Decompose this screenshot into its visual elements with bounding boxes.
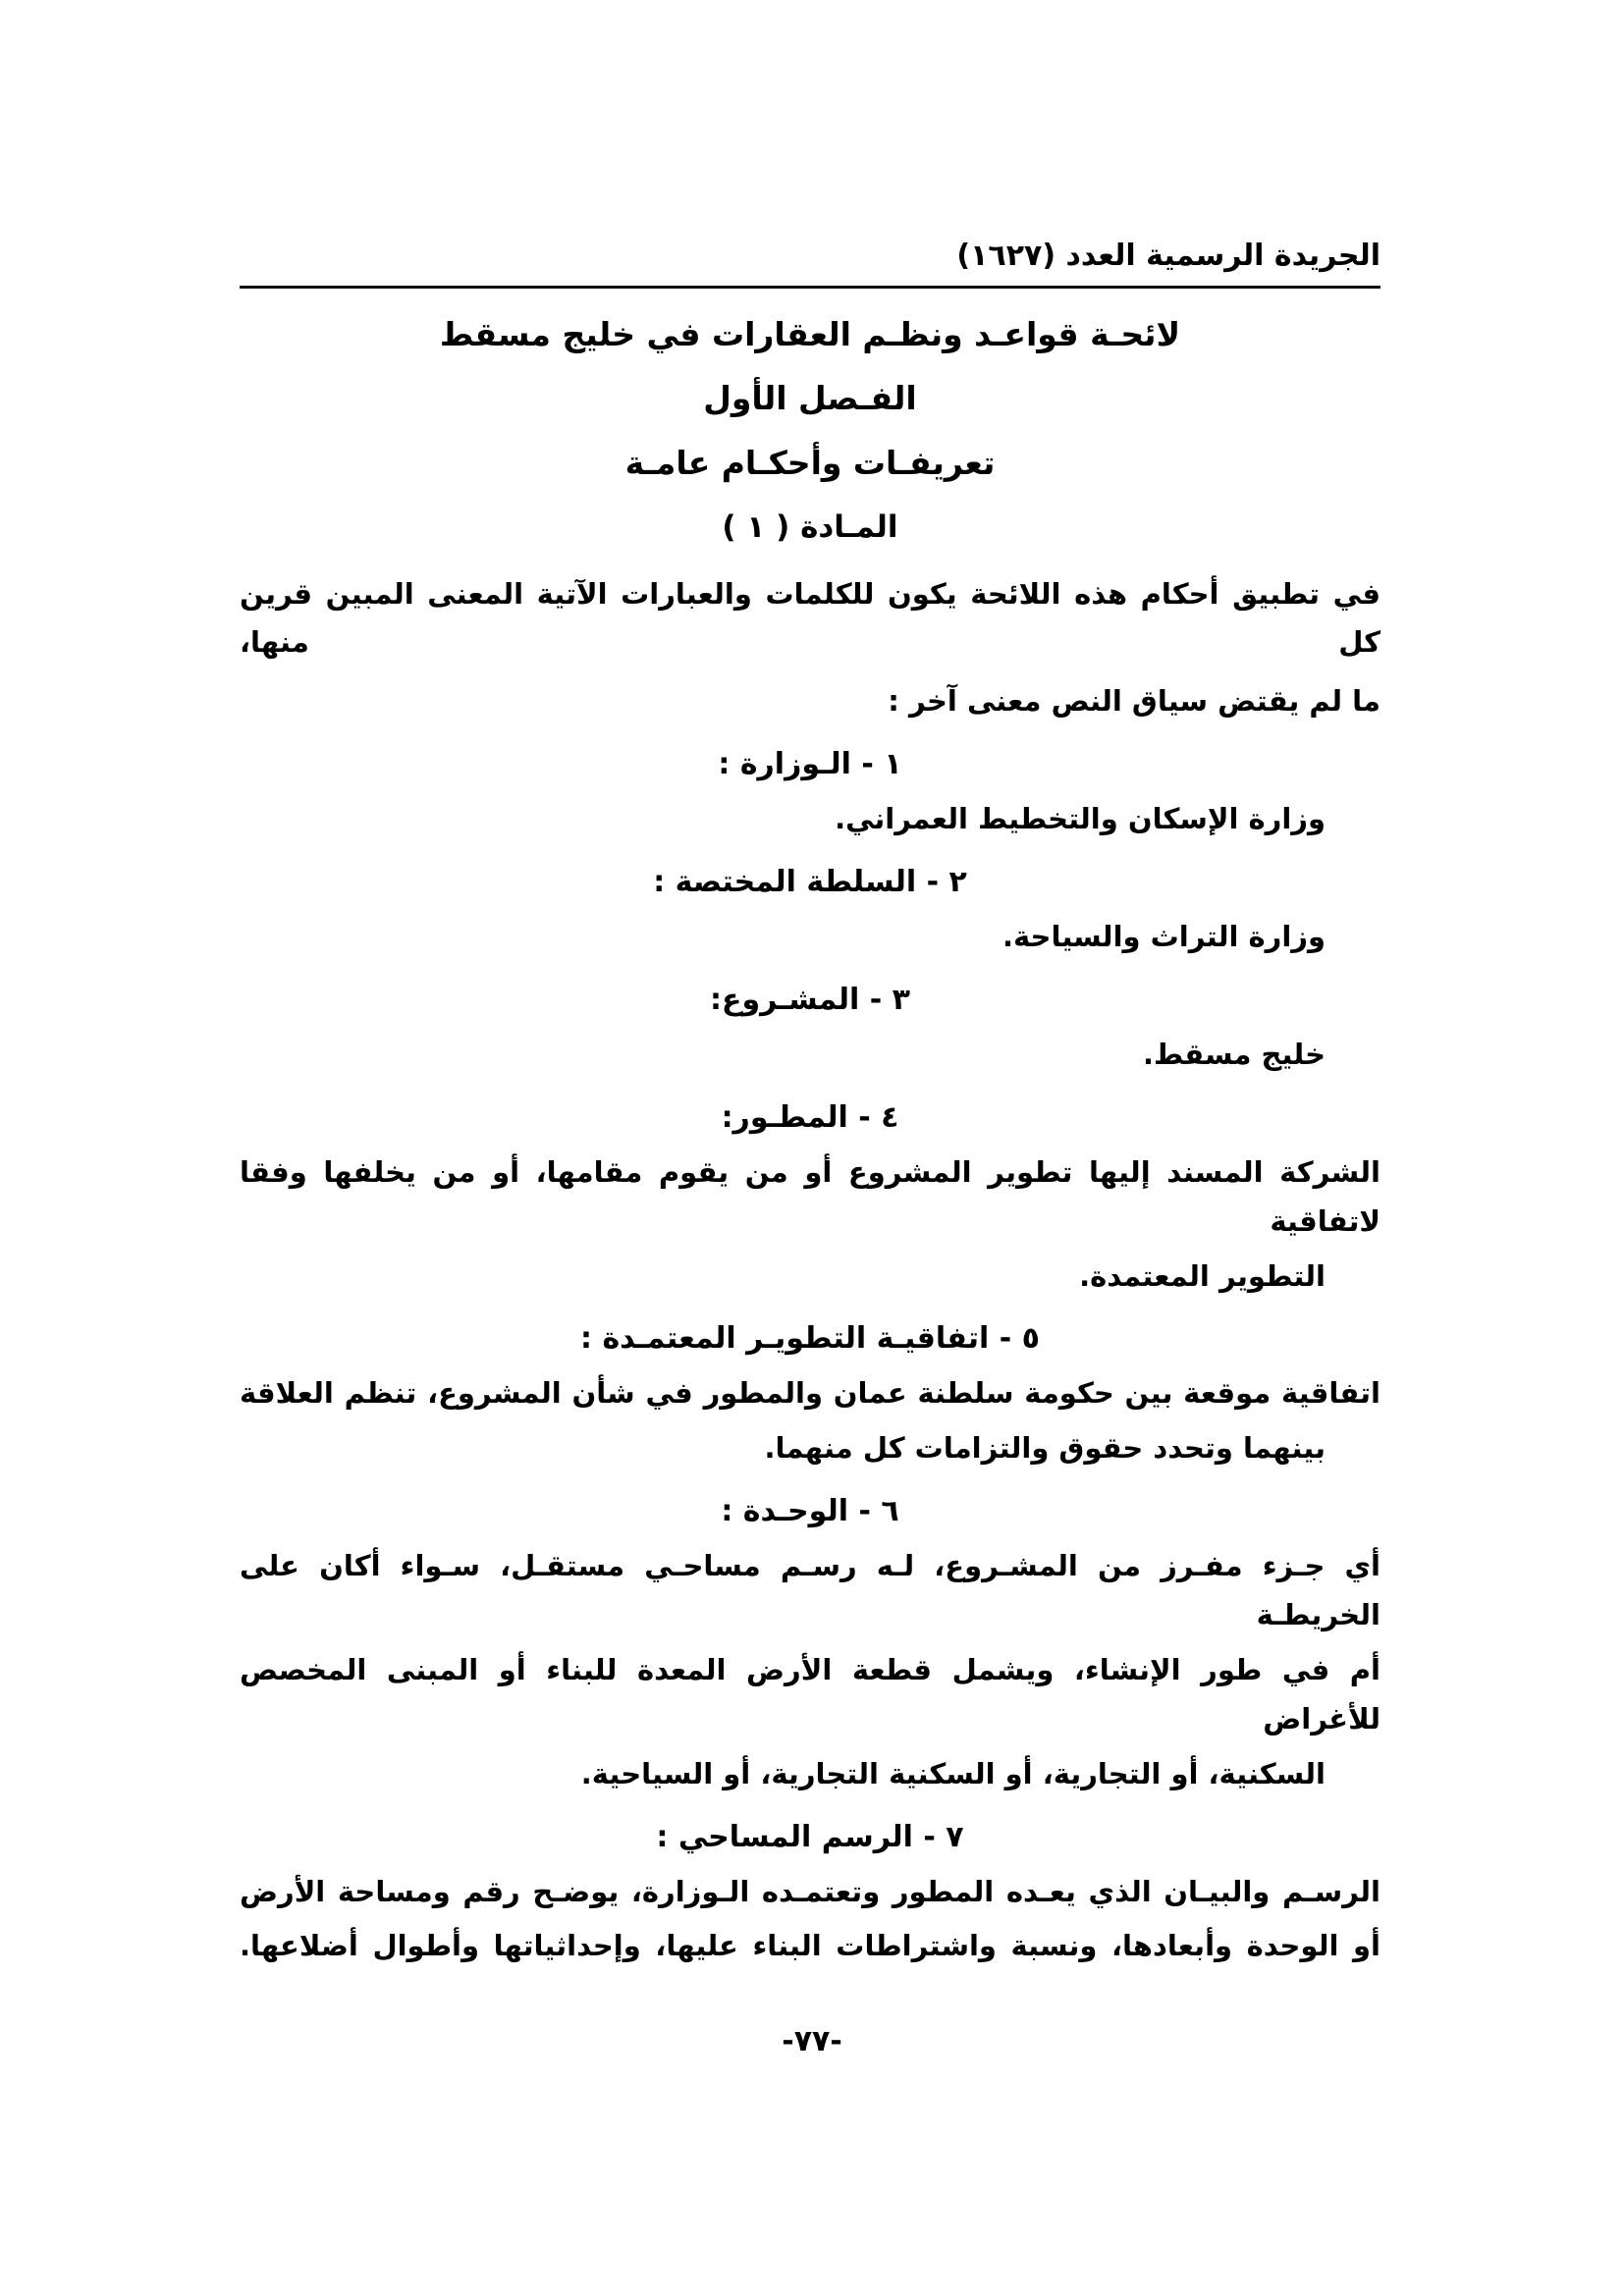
header-rule: [240, 286, 1380, 289]
definition-body-4-line-2: التطوير المعتمدة.: [1079, 1258, 1326, 1293]
definition-item-4: [240, 1097, 1380, 1302]
definition-body-6-line-1: أي جـزء مفـرز من المشـروع، لـه رسـم مساحـي مستقـل، سـواء أكان على الخريطـة: [240, 1549, 1380, 1631]
definition-term-2: ٢ - السلطة المختصة :: [653, 865, 967, 899]
definition-body-3: خليج مسقط.: [1143, 1037, 1326, 1071]
definition-term-3: ٣ - المشـروع:: [710, 982, 910, 1017]
definition-body-7-line-1: الرسـم والبيـان الذي يعـده المطور وتعتمـده الـوزارة، يوضـح رقم ومساحة الأرض: [240, 1874, 1380, 1908]
chapter-subtitle: تعريفـات وأحكـام عامـة: [624, 443, 996, 482]
definition-body-6-line-3: السكنية، أو التجارية، أو السكنية التجارية، أو السياحية.: [580, 1756, 1326, 1790]
chapter-heading: الفـصل الأول: [703, 379, 917, 418]
definition-item-2: [240, 862, 1380, 962]
definition-term-7: ٧ - الرسم المساحي :: [656, 1819, 964, 1854]
definition-body-1: وزارة الإسكان والتخطيط العمراني.: [835, 802, 1326, 836]
definition-body-2: وزارة التراث والسياحة.: [1001, 920, 1326, 953]
definition-term-6: ٦ - الوحـدة :: [721, 1494, 899, 1529]
content-column: [240, 314, 1380, 1977]
definition-item-5: [240, 1318, 1380, 1473]
page-number: -٧٧-: [782, 2024, 842, 2058]
intro-paragraph-line-1: في تطبيق أحكام هذه اللائحة يكون للكلمات والعبارات الآتية المعنى المبين قرين كل منها،: [240, 576, 1380, 660]
article-heading: المـادة ( ١ ): [722, 508, 898, 545]
definition-term-5: ٥ - اتفاقيـة التطويـر المعتمـدة :: [580, 1321, 1040, 1357]
definition-item-7: [240, 1817, 1380, 1972]
definition-item-3: [240, 980, 1380, 1080]
definition-term-1: ١ - الـوزارة :: [718, 747, 902, 782]
definition-body-4-line-1: الشركة المسند إليها تطوير المشروع أو من يقوم مقامها، أو من يخلفها وفقا لاتفاقية: [240, 1154, 1380, 1238]
intro-paragraph-line-2: ما لم يقتض سياق النص معنى آخر :: [888, 684, 1380, 719]
definition-body-6-line-2: أم في طور الإنشاء، ويشمل قطعة الأرض المعدة للبناء أو المبنى المخصص للأغراض: [240, 1652, 1380, 1735]
document-title: لائحـة قواعـد ونظـم العقارات في خليج مسقط: [439, 315, 1181, 353]
definition-body-5-line-2: بينهما وتحدد حقوق والتزامات كل منهما.: [764, 1431, 1326, 1466]
definition-item-1: [240, 744, 1380, 844]
definition-body-7-line-2: أو الوحدة وأبعادها، ونسبة واشتراطات البناء عليها، وإحداثياتها وأطوال أضلاعها.: [240, 1929, 1380, 1963]
definition-body-5-line-1: اتفاقية موقعة بين حكومة سلطنة عمان والمطور في شأن المشروع، تنظم العلاقة: [240, 1376, 1380, 1411]
definition-term-4: ٤ - المطـور:: [721, 1099, 899, 1135]
definition-item-6: [240, 1491, 1380, 1798]
running-head: الجريدة الرسمية العدد (١٦٢٧): [956, 239, 1380, 273]
